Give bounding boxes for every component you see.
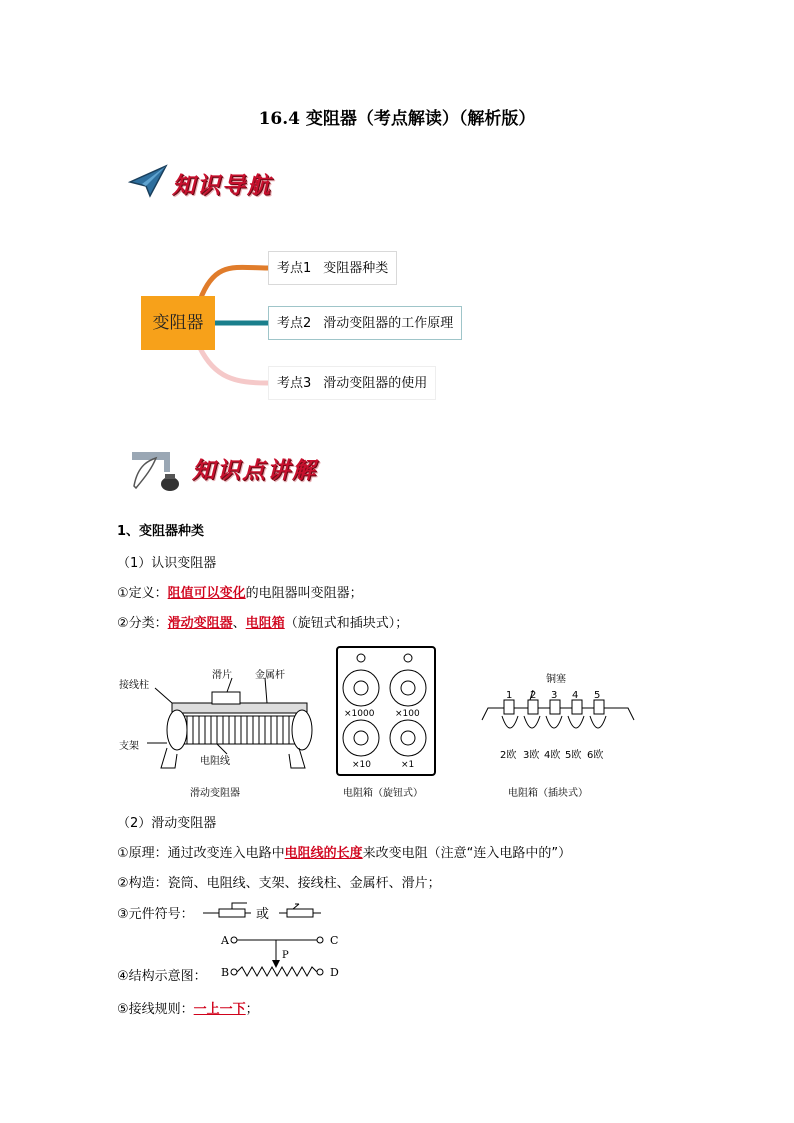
banner-knowledge-navigation: 知识导航	[172, 172, 272, 199]
mindmap-connectors	[0, 0, 794, 420]
label-A: A	[221, 934, 229, 947]
structure-line: ④结构示意图：	[117, 969, 207, 984]
caption-sliding-rheostat: 滑动变阻器	[190, 788, 240, 799]
label-B: B	[221, 966, 230, 979]
mult-1: ×1	[401, 760, 415, 770]
classification-line: ②分类：滑动变阻器、电阻箱（旋钮式和插块式）；	[117, 616, 409, 631]
highlight-text: 阻值可以变化	[167, 586, 246, 601]
structure-diagram	[218, 930, 338, 982]
highlight-text: 电阻箱	[245, 616, 285, 631]
subheading: （1）认识变阻器	[117, 556, 217, 571]
plug-resistance-box-figure	[478, 690, 638, 750]
banner-knowledge-explanation: 知识点讲解	[192, 457, 317, 484]
node-text: 变阻器种类	[323, 261, 389, 276]
mindmap-node-3[interactable]	[268, 366, 436, 400]
label-rod: 金属杆	[255, 670, 285, 681]
symbol-or: 或	[256, 907, 270, 922]
caption-plug-box: 电阻箱（插块式）	[508, 788, 588, 799]
highlight-text: 一上一下	[193, 1002, 246, 1017]
mindmap-node-1[interactable]	[268, 251, 397, 285]
label-wire: 电阻线	[200, 756, 230, 767]
ohm-5: 5欧	[565, 750, 582, 761]
mindmap-node-2[interactable]	[268, 306, 462, 340]
label-P: P	[282, 950, 289, 961]
highlight-text: 滑动变阻器	[167, 616, 233, 631]
mult-10: ×10	[352, 760, 371, 770]
principle-line: ①原理：通过改变连入电路中电阻线的长度来改变电阻（注意“连入电路中的”）	[117, 846, 572, 861]
plug-num-1: 1	[506, 690, 513, 701]
wiring-rule-line: ⑤接线规则：一上一下；	[117, 1002, 259, 1017]
label-stand: 支架	[119, 741, 139, 752]
label-slider: 滑片	[212, 670, 232, 681]
definition-line: ①定义：阻值可以变化的电阻器叫变阻器；	[117, 586, 363, 601]
section-heading: 1、变阻器种类	[117, 524, 205, 539]
node-number: 考点2	[277, 316, 312, 331]
page-title: 16.4 变阻器（考点解读）（解析版）	[258, 109, 536, 129]
plug-num-3: 3	[551, 690, 558, 701]
plug-num-2: 2	[530, 690, 537, 701]
node-number: 考点1	[277, 261, 312, 276]
node-text: 滑动变阻器的使用	[323, 376, 428, 391]
subheading: （2）滑动变阻器	[117, 816, 217, 831]
label-C: C	[330, 934, 339, 947]
highlight-text: 电阻线的长度	[284, 846, 363, 861]
mult-100: ×100	[395, 709, 420, 719]
ohm-6: 6欧	[587, 750, 604, 761]
mindmap-center-node: 变阻器	[141, 296, 215, 350]
plug-num-4: 4	[572, 690, 579, 701]
label-terminal: 接线柱	[119, 680, 149, 691]
node-text: 滑动变阻器的工作原理	[323, 316, 454, 331]
caption-rotary-box: 电阻箱（旋钮式）	[343, 788, 423, 799]
quill-ink-icon	[128, 446, 184, 494]
ohm-3: 3欧	[523, 750, 540, 761]
node-number: 考点3	[277, 376, 312, 391]
label-copper-plug: 铜塞	[546, 674, 566, 685]
symbol-line: ③元件符号：	[117, 907, 194, 922]
mult-1000: ×1000	[344, 709, 375, 719]
construction-line: ②构造：瓷筒、电阻线、支架、接线柱、金属杆、滑片；	[117, 876, 441, 891]
ohm-2: 2欧	[500, 750, 517, 761]
label-D: D	[330, 966, 339, 979]
plug-num-5: 5	[594, 690, 601, 701]
ohm-4: 4欧	[544, 750, 561, 761]
